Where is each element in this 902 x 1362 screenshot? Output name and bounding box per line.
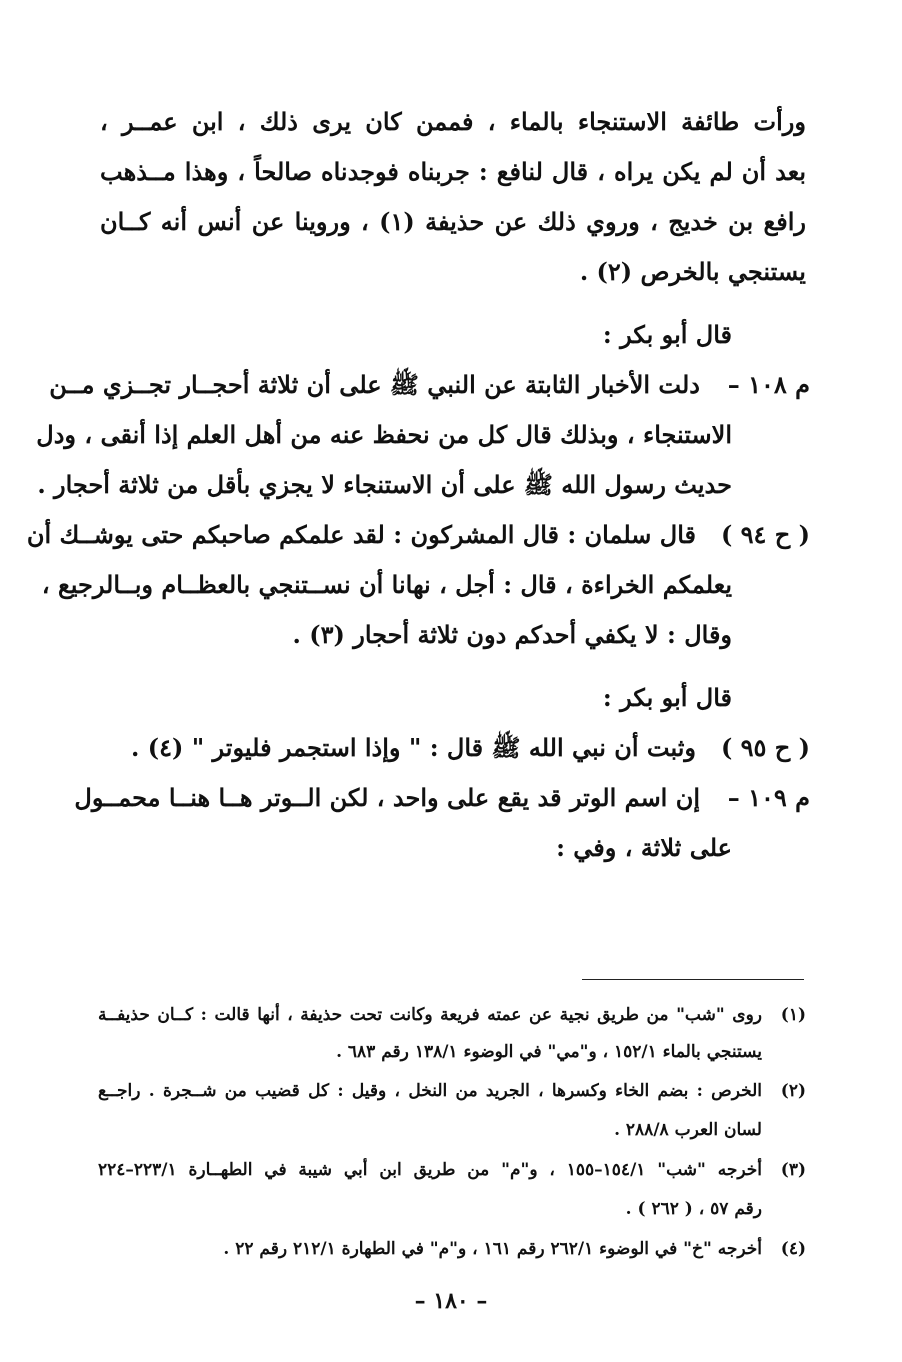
body-line: وقال : لا يكفي أحدكم دون ثلاثة أحجار (٣) . [292,620,732,649]
hadith-number: ( ح ٩٥ ) [720,733,810,762]
footnote-line: روى "شب" من طريق نجية عن عمته فريعة وكانت تحت حذيفة ، أنها قالت : كــان حذيفــة [98,1005,762,1025]
section-heading: قال أبو بكر : [602,683,732,712]
footnote-separator [582,979,804,980]
body-line: يستنجي بالخرص (٢) . [579,257,806,286]
body-line: على ثلاثة ، وفي : [556,833,732,862]
body-line: وثبت أن نبي الله ﷺ قال : " وإذا استجمر فليوتر " (٤) . [131,733,696,762]
footnote-number: (٣) [780,1160,806,1180]
footnote-line: أخرجه "خ" في الوضوء ٢٦٢/١ رقم ١٦١ ، و"م" في الطهارة ٢١٢/١ رقم ٢٢ . [223,1239,762,1259]
footnote-line: يستنجي بالماء ١٥٢/١ ، و"مي" في الوضوء ١٣٨/١ رقم ٦٨٣ . [336,1042,762,1062]
hadith-number: ( ح ٩٤ ) [720,520,810,549]
footnote-line: أخرجه "شب" ١٥٤/١–١٥٥ ، و"م" من طريق ابن أبي شيبة في الطهــارة ٢٢٣/١–٢٢٤ [98,1160,762,1180]
footnote-line: رقم ٥٧ ، ( ٢٦٢ ) . [625,1199,762,1219]
body-line: رافع بن خديج ، وروي ذلك عن حذيفة (١) ، وروينا عن أنس أنه كــان [100,207,806,236]
body-line: يعلمكم الخراءة ، قال : أجل ، نهانا أن نســتنجي بالعظــام وبــالرجيع ، [41,570,732,599]
section-heading: قال أبو بكر : [602,320,732,349]
masalah-number: م ١٠٩ – [727,783,810,812]
body-line: الاستنجاء ، وبذلك قال كل من نحفظ عنه من أهل العلم إذا أنقى ، ودل [36,420,732,449]
masalah-number: م ١٠٨ – [727,370,810,399]
body-line: بعد أن لم يكن يراه ، قال لنافع : جربناه فوجدناه صالحاً ، وهذا مــذهب [100,157,806,186]
body-line: دلت الأخبار الثابتة عن النبي ﷺ على أن ثلاثة أحجــار تجــزي مــن [49,370,700,399]
footnote-line: لسان العرب ٢٨٨/٨ . [614,1120,762,1140]
body-line: إن اسم الوتر قد يقع على واحد ، لكن الــوتر هــا هنــا محمــول [74,783,700,812]
body-line: ورأت طائفة الاستنجاء بالماء ، فممن كان يرى ذلك ، ابن عمــر ، [100,107,806,136]
body-line: حديث رسول الله ﷺ على أن الاستنجاء لا يجزي بأقل من ثلاثة أحجار . [37,470,732,499]
body-line: قال سلمان : قال المشركون : لقد علمكم صاحبكم حتى يوشــك أن [26,520,696,549]
footnote-number: (١) [780,1005,806,1025]
page-number: – ١٨٠ – [414,1288,488,1314]
footnote-line: الخرص : بضم الخاء وكسرها ، الجريد من النخل ، وقيل : كل قضيب من شــجرة . راجــع [98,1081,762,1101]
footnote-number: (٤) [780,1239,806,1259]
footnote-number: (٢) [780,1081,806,1101]
